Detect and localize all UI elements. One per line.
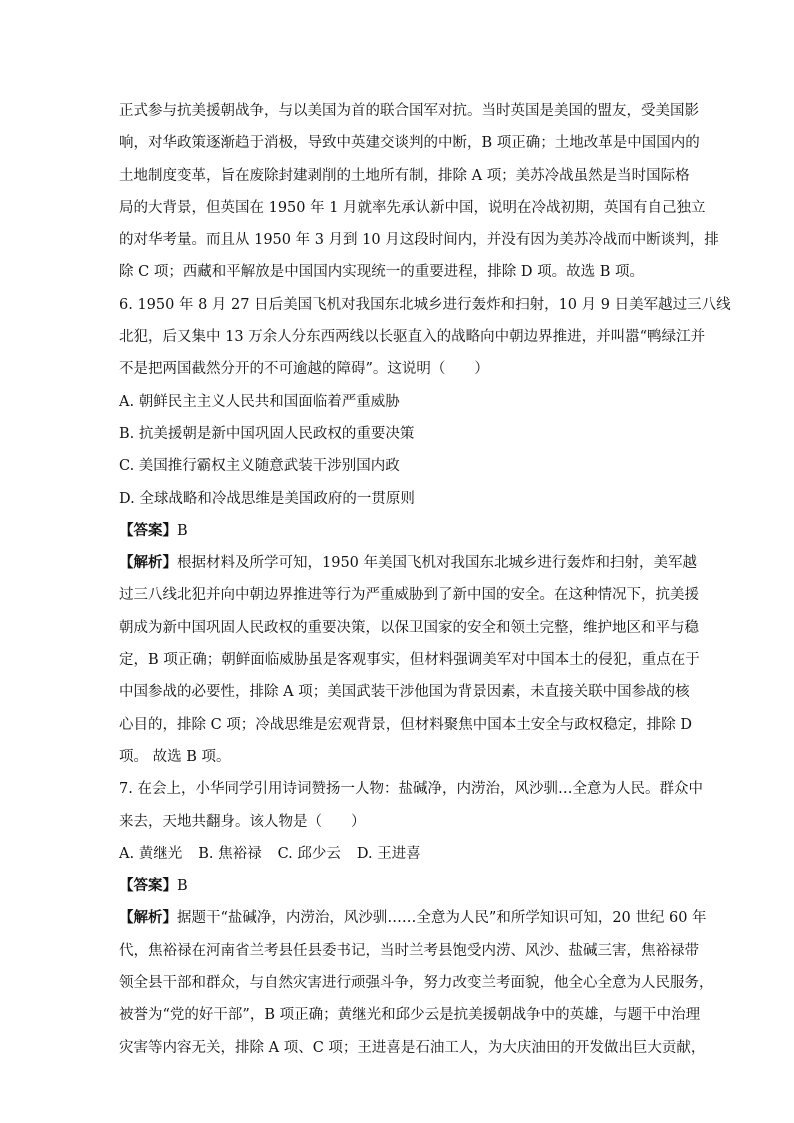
question-6-stem: 6. 1950 年 8 月 27 日后美国飞机对我国东北城乡进行轰炸和扫射，10 月 9 日美军越过三八线 xyxy=(119,296,731,313)
text-line: 灾害等内容无关，排除 A 项、C 项；王进喜是石油工人，为大庆油田的开发做出巨大贡献， xyxy=(119,1039,706,1056)
text-line: 领全县干部和群众，与自然灾害进行顽强斗争，努力改变兰考面貌，他全心全意为人民服务， xyxy=(119,975,714,992)
text-line: 心目的，排除 C 项；冷战思维是宏观背景，但材料聚焦中国本土安全与政权稳定，排除 D xyxy=(119,716,693,733)
question-7-option-c: C. 邱少云 xyxy=(277,845,341,862)
answer-tag: 【答案】 xyxy=(119,521,177,539)
question-6-stem: 不是把两国截然分开的不可逾越的障碍”。这说明（ ） xyxy=(119,361,489,378)
question-6-stem: 北犯，后又集中 13 万余人分东西两线以长驱直入的战略向中朝边界推进，并叫嚣“鸭绿江并 xyxy=(119,329,706,346)
question-7-stem: 7. 在会上，小华同学引用诗词赞扬一人物：盐碱净，内涝治，风沙驯…全意为人民。群众中 xyxy=(119,781,703,798)
text-line: 过三八线北犯并向中朝边界推进等行为严重威胁到了新中国的安全。在这种情况下，抗美援 xyxy=(119,587,699,604)
analysis-text: 根据材料及所学可知，1950 年美国飞机对我国东北城乡进行轰炸和扫射，美军越 xyxy=(177,555,698,572)
text-line: 项。 故选 B 项。 xyxy=(119,748,231,765)
answer-value: B xyxy=(177,522,188,539)
question-6-option-c: C. 美国推行霸权主义随意武装干涉别国内政 xyxy=(119,458,400,475)
text-line: 响，对华政策逐渐趋于消极，导致中英建交谈判的中断，B 项正确；土地改革是中国国内的 xyxy=(119,135,700,152)
question-7-answer xyxy=(119,870,685,902)
analysis-tag: 【解析】 xyxy=(119,554,177,572)
question-7-option-a: A. 黄继光 xyxy=(119,845,183,862)
page-content xyxy=(119,95,731,1064)
answer-tag: 【答案】 xyxy=(119,877,177,895)
question-7-option-d: D. 王进喜 xyxy=(356,845,421,862)
text-line: 中国参战的必要性，排除 A 项；美国武装干涉他国为背景因素，未直接关联中国参战的核 xyxy=(119,684,690,701)
analysis-tag: 【解析】 xyxy=(119,909,177,927)
question-6-option-a: A. 朝鲜民主主义人民共和国面临着严重威胁 xyxy=(119,393,400,410)
analysis-text: 据题干“盐碱净，内涝治，风沙驯……全意为人民”和所学知识可知，20 世纪 60 年 xyxy=(177,910,707,927)
question-6-option-b: B. 抗美援朝是新中国巩固人民政权的重要决策 xyxy=(119,425,415,442)
question-6-option-d: D. 全球战略和冷战思维是美国政府的一贯原则 xyxy=(119,490,415,507)
text-line: 的对华考量。而且从 1950 年 3 月到 10 月这段时间内，并没有因为美苏冷战而中断谈判，排 xyxy=(119,232,719,249)
text-line: 定，B 项正确；朝鲜面临威胁虽是客观事实，但材料强调美军对中国本土的侵犯，重点在于 xyxy=(119,652,700,669)
question-7-option-b: B. 焦裕禄 xyxy=(198,845,262,862)
text-line: 土地制度变革，旨在废除封建剥削的土地所有制，排除 A 项；美苏冷战虽然是当时国际格 xyxy=(119,167,690,184)
question-6-analysis xyxy=(119,547,698,579)
text-line: 被誉为“党的好干部”，B 项正确；黄继光和邱少云是抗美援朝战争中的英雄，与题干中治理 xyxy=(119,1007,701,1024)
question-6-answer xyxy=(119,515,685,547)
question-7-stem: 来去，天地共翻身。该人物是（ ） xyxy=(119,813,366,830)
question-7-analysis xyxy=(119,902,707,934)
answer-value: B xyxy=(177,878,188,895)
question-7-options xyxy=(119,838,685,870)
text-line: 除 C 项；西藏和平解放是中国国内实现统一的重要进程，排除 D 项。故选 B 项。 xyxy=(119,264,645,281)
text-line: 局的大背景，但英国在 1950 年 1 月就率先承认新中国，说明在冷战初期，英国有自己独立 xyxy=(119,199,706,216)
text-line: 朝成为新中国巩固人民政权的重要决策，以保卫国家的安全和领土完整，维护地区和平与稳 xyxy=(119,619,699,636)
text-line: 正式参与抗美援朝战争，与以美国为首的联合国军对抗。当时英国是美国的盟友，受美国影 xyxy=(119,103,699,119)
text-line: 代，焦裕禄在河南省兰考县任县委书记，当时兰考县饱受内涝、风沙、盐碱三害，焦裕禄带 xyxy=(119,942,699,959)
